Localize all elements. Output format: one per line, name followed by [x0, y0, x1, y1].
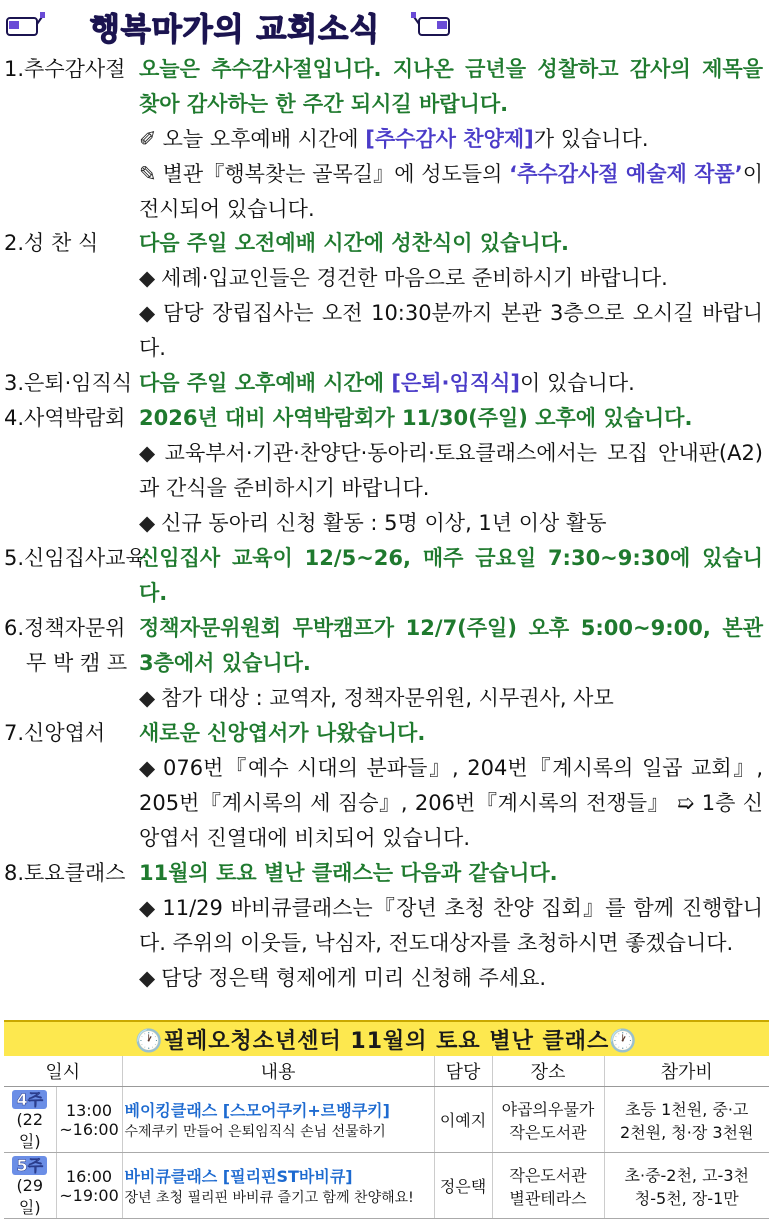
content-cell: 베이킹클래스 [스모어쿠키+르뱅쿠키] 수제쿠키 만들어 은퇴임직식 손님 선물하기 [122, 1087, 434, 1153]
time-cell: 16:00 ~19:00 [56, 1153, 122, 1219]
bullet-item: ◆ 참가 대상 : 교역자, 정책자문위원, 시무권사, 사모 [139, 686, 614, 710]
section-headline: 11월의 토요 별난 클래스는 다음과 같습니다. [139, 861, 558, 885]
section-headline: 새로운 신앙엽서가 나왔습니다. [139, 721, 426, 745]
place-cell: 작은도서관 별관테라스 [492, 1153, 604, 1219]
clock-icon: 🕐 [609, 1029, 638, 1054]
diamond-bullet-icon: ◆ [139, 966, 156, 990]
bullet-item: ◆ 신규 동아리 신청 활동 : 5명 이상, 1년 이상 활동 [139, 511, 607, 535]
table-row [4, 1153, 769, 1219]
bullet-item: ◆ 담당 장립집사는 오전 10:30분까지 본관 3층으로 오시길 바랍니다. [139, 301, 763, 360]
section-headline: 오늘은 추수감사절입니다. 지나온 금년을 성찰하고 감사의 제목을 찾아 감사하는 한 주간 되시길 바랍니다. [139, 57, 763, 116]
pencil-icon: ✎ [139, 162, 157, 186]
class-schedule-table [4, 1056, 769, 1219]
mailbox-icon [410, 10, 452, 38]
bullet-item: ◆ 세례·입교인들은 경건한 마음으로 준비하시기 바랍니다. [139, 266, 668, 290]
section-label: 3.은퇴·임직식 [4, 371, 133, 395]
section-label: 무 박 캠 프 [26, 651, 128, 675]
diamond-bullet-icon: ◆ [139, 756, 157, 780]
clock-icon: 🕐 [135, 1029, 164, 1054]
page-header [0, 0, 773, 52]
diamond-bullet-icon: ◆ [139, 686, 156, 710]
bullet-item: ◆ 담당 정은택 형제에게 미리 신청해 주세요. [139, 966, 547, 990]
bullet-item: ◆ 교육부서·기관·찬양단·동아리·토요클래스에서는 모집 안내판(A2)과 간식을 준비하시기 바랍니다. [139, 441, 764, 500]
section-label: 4.사역박람회 [4, 406, 126, 430]
bullet-item: ◆ 076번『예수 시대의 분파들』, 204번『계시록의 일곱 교회』, 205번『계시록의 세 짐승』, 206번『계시록의 전쟁들』 ➯ 1층 신앙엽서 진열대에 비치되어 있습니다. [139, 756, 763, 850]
section-label: 6.정책자문위 [4, 616, 126, 640]
host-cell: 정은택 [434, 1153, 492, 1219]
fee-cell: 초등 1천원, 중·고 2천원, 청·장 3천원 [604, 1087, 769, 1153]
section-label: 2.성 찬 식 [4, 231, 99, 255]
section-headline: 다음 주일 오후예배 시간에 [은퇴·임직식]이 있습니다. [139, 371, 635, 395]
diamond-bullet-icon: ◆ [139, 511, 156, 535]
section-label: 1.추수감사절 [4, 57, 126, 81]
content-cell: 바비큐클래스 [필리핀ST바비큐] 장년 초청 필리핀 바비큐 즐기고 함께 찬양해요! [122, 1153, 434, 1219]
diamond-bullet-icon: ◆ [139, 896, 157, 920]
section-headline: 2026년 대비 사역박람회가 11/30(주일) 오후에 있습니다. [139, 406, 693, 430]
column-header: 일시 [4, 1056, 122, 1087]
bullet-item: ✎ 별관『행복찾는 골목길』에 성도들의 ‘추수감사절 예술제 작품’이 전시되어 있습니다. [139, 162, 763, 221]
column-header: 장소 [492, 1056, 604, 1087]
diamond-bullet-icon: ◆ [139, 266, 156, 290]
banner-title: 🕐필레오청소년센터 11월의 토요 별난 클래스🕐 [135, 1029, 638, 1054]
week-cell: 4주 (22일) [4, 1087, 56, 1153]
fee-cell: 초·중-2천, 고-3천 청-5천, 장-1만 [604, 1153, 769, 1219]
class-table-banner [4, 1020, 769, 1057]
section-headline: 다음 주일 오전예배 시간에 성찬식이 있습니다. [139, 231, 569, 255]
diamond-bullet-icon: ◆ [139, 441, 159, 465]
diamond-bullet-icon: ◆ [139, 301, 157, 325]
section-label: 7.신앙엽서 [4, 721, 106, 745]
host-cell: 이예지 [434, 1087, 492, 1153]
section-headline: 정책자문위원회 무박캠프가 12/7(주일) 오후 5:00~9:00, 본관 3층에서 있습니다. [139, 616, 763, 675]
section-label: 8.토요클래스 [4, 861, 126, 885]
bullet-item: ✐ 오늘 오후예배 시간에 [추수감사 찬양제]가 있습니다. [139, 127, 649, 151]
time-cell: 13:00 ~16:00 [56, 1087, 122, 1153]
table-row [4, 1087, 769, 1153]
column-header: 담당 [434, 1056, 492, 1087]
place-cell: 야곱의우물가 작은도서관 [492, 1087, 604, 1153]
page-title: 행복마가의 교회소식 [89, 12, 381, 48]
column-header: 내용 [122, 1056, 434, 1087]
section-label: 5.신임집사교육 [4, 546, 146, 570]
bullet-item: ◆ 11/29 바비큐클래스는『장년 초청 찬양 집회』를 함께 진행합니다. 주위의 이웃들, 낙심자, 전도대상자를 초청하시면 좋겠습니다. [139, 896, 763, 955]
pencil-icon: ✐ [139, 127, 157, 151]
week-cell: 5주 (29일) [4, 1153, 56, 1219]
section-headline: 신임집사 교육이 12/5~26, 매주 금요일 7:30~9:30에 있습니다. [139, 546, 763, 605]
column-header: 참가비 [604, 1056, 769, 1087]
